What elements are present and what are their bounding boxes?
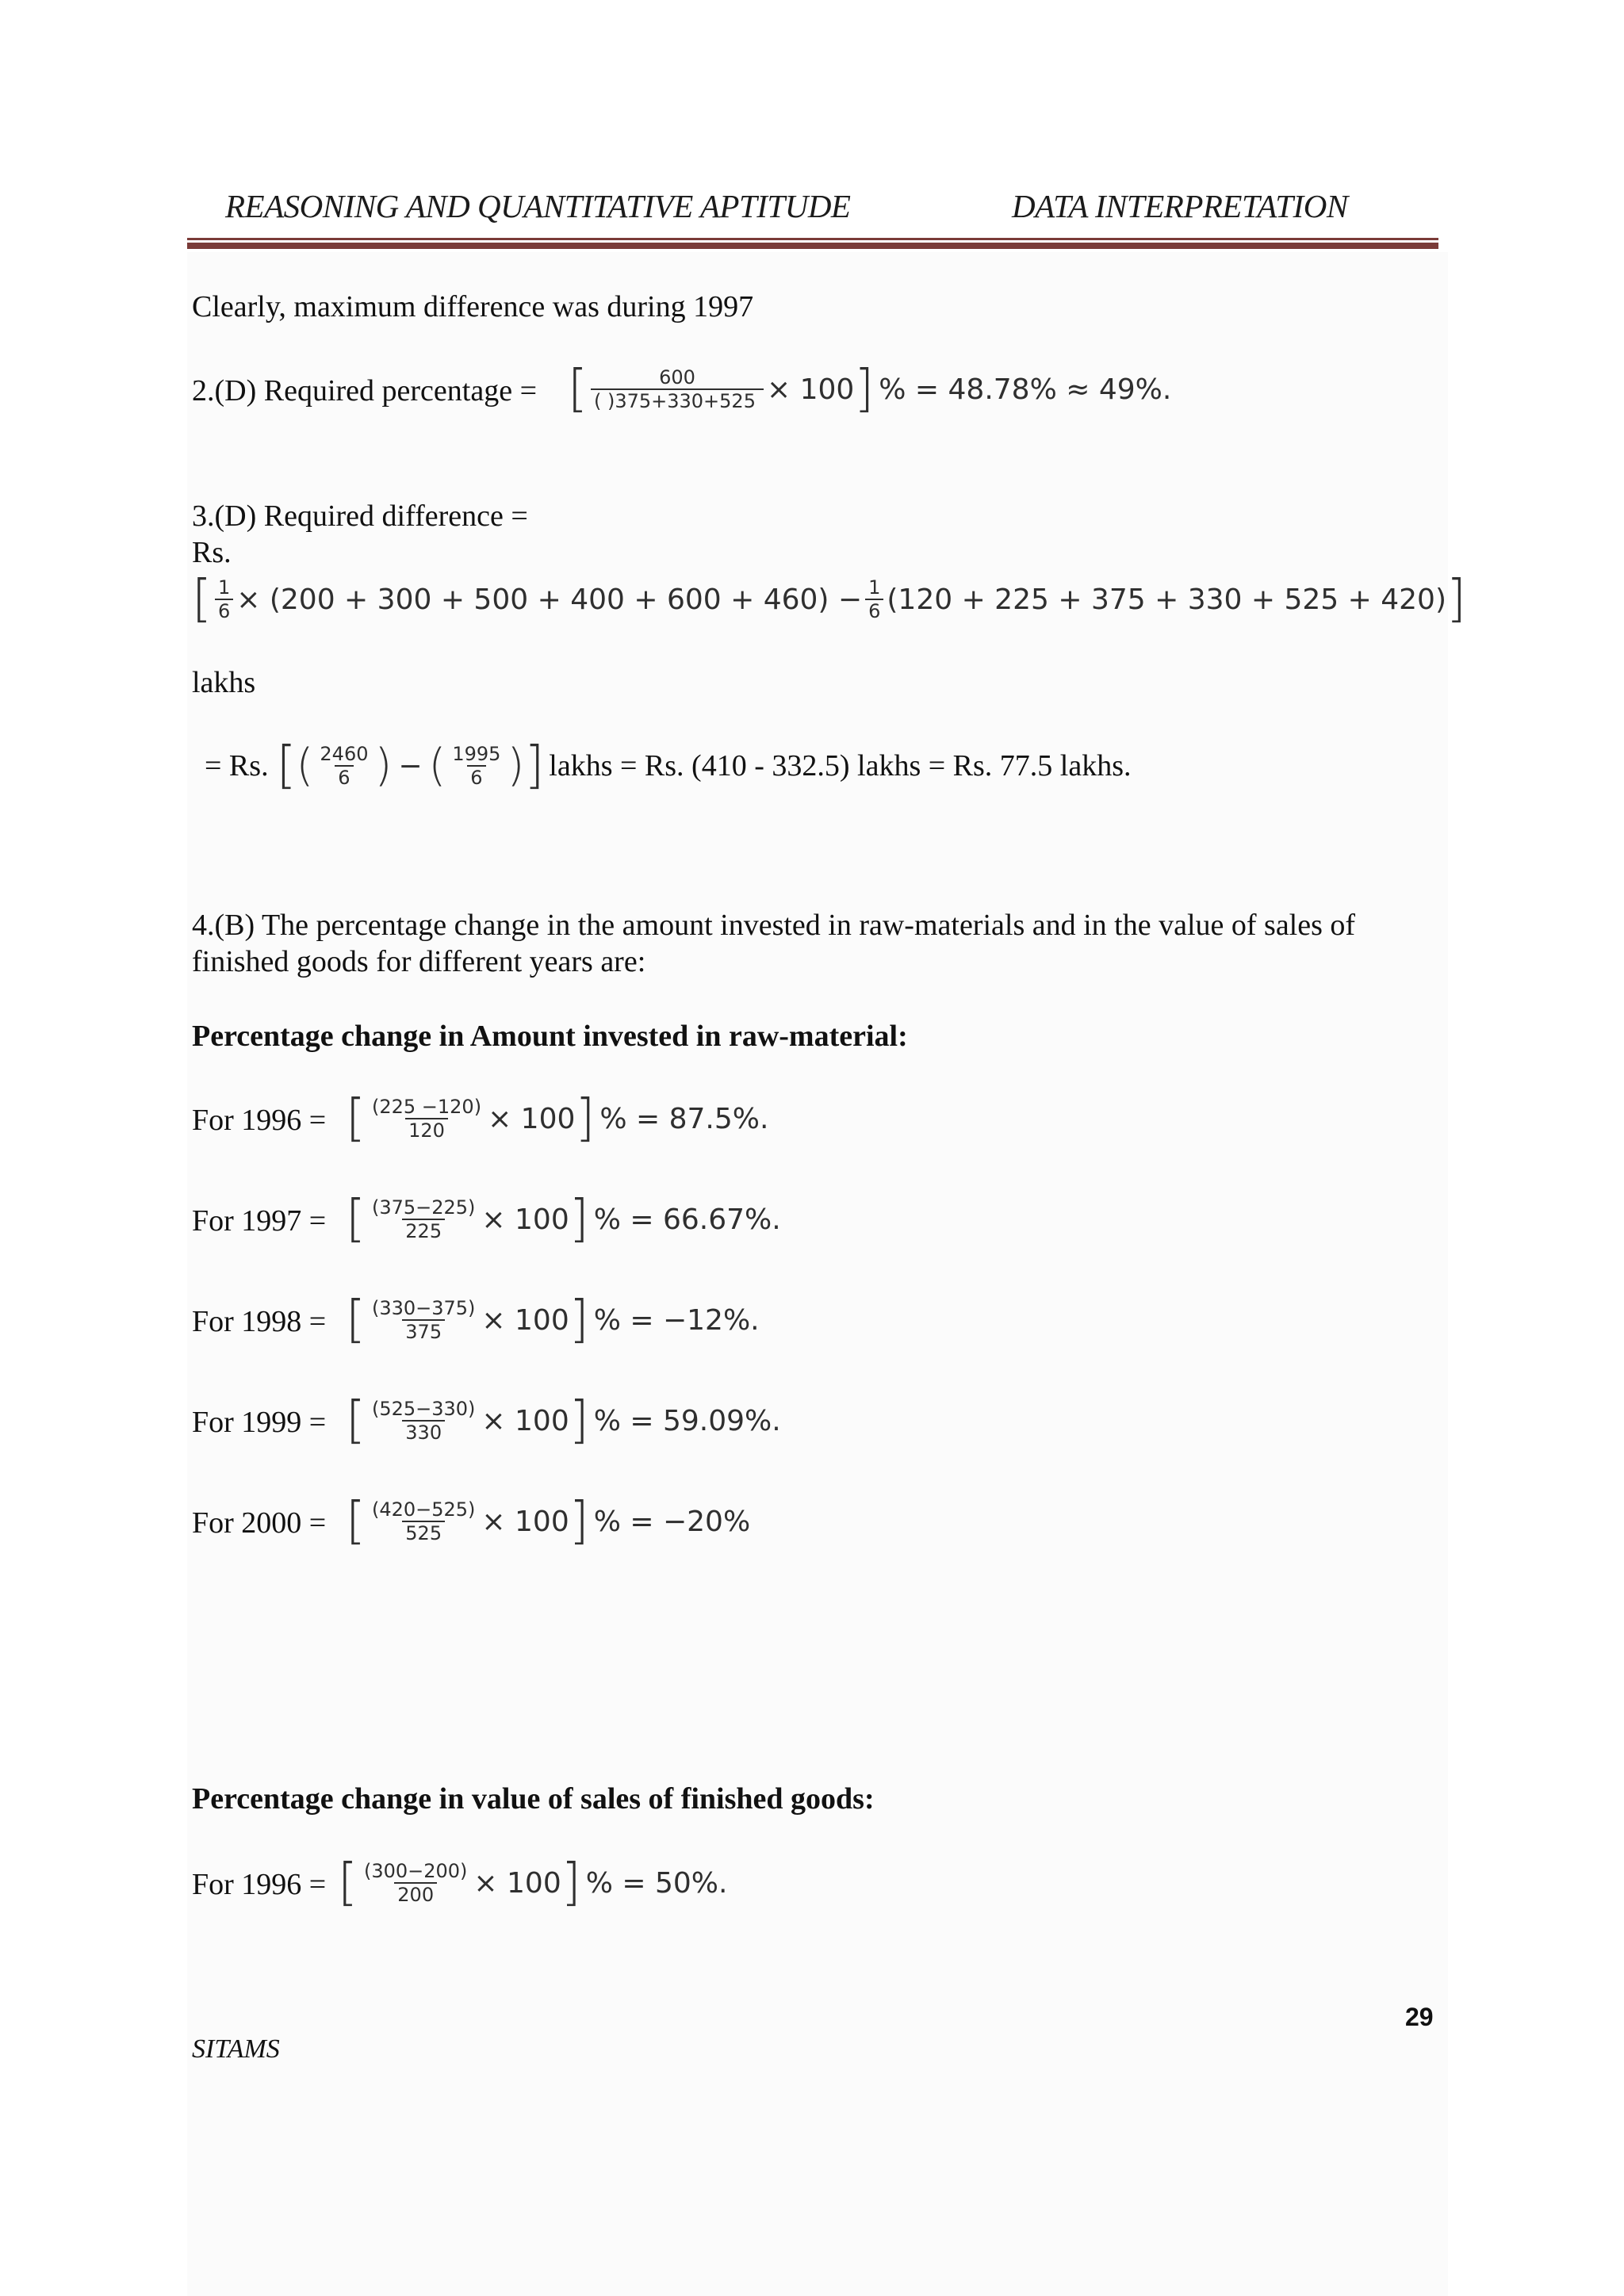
- raw-row-equation: [ $\frac{(225 -120)}{120}$ × 100 ] % = 87.5%.: [346, 1089, 769, 1148]
- raw-row-label: For 1999 =: [192, 1406, 327, 1439]
- fraction: $\frac{600}{( )375+330+525}$: [591, 366, 764, 412]
- q3-equation-line2: = Rs. [ ( $\frac{2460}{6}$ ) − ( $\frac{1995}{6}$ ) ] lakhs = Rs. (410 - 332.5) lakhs = Rs. 77.5 lakhs.: [205, 737, 1132, 795]
- q3-equation: [ $\frac{1}{6}$ × (200 + 300 + 500 + 400 + 600 + 460) − $\frac{1}{6}$ (120 + 225 + 375 + 330 + 525 + 420) ]: [192, 570, 1466, 629]
- header-left: REASONING AND QUANTITATIVE APTITUDE: [225, 188, 851, 224]
- bracket-close: ]: [854, 360, 875, 419]
- q3-label: 3.(D) Required difference =: [192, 499, 528, 533]
- raw-row-label: For 1997 =: [192, 1204, 327, 1238]
- raw-row-label: For 1998 =: [192, 1305, 327, 1338]
- bracket-open: [: [568, 360, 588, 419]
- raw-row-equation: [ $\frac{(330-375)}{375}$ × 100 ] % = −12%.: [346, 1291, 760, 1349]
- raw-row-equation: [ $\frac{(525-330)}{330}$ × 100 ] % = 59.09%.: [346, 1391, 781, 1450]
- header-rule-thick: [187, 243, 1438, 249]
- heading-sales: Percentage change in value of sales of finished goods:: [192, 1782, 875, 1816]
- q3-rs: Rs.: [192, 536, 232, 569]
- q2-label: 2.(D) Required percentage =: [192, 374, 538, 408]
- sales-row-equation: [ $\frac{(300-200)}{200}$ × 100 ] % = 50%.: [338, 1854, 728, 1912]
- content-shading: [187, 252, 1448, 2296]
- paragraph: Clearly, maximum difference was during 1997: [192, 290, 754, 323]
- sales-row-label: For 1996 =: [192, 1868, 327, 1901]
- q2-equation: [ $\frac{600}{( )375+330+525}$ × 100 ] % = 48.78% ≈ 49%.: [568, 360, 1172, 419]
- q4-intro-line2: finished goods for different years are:: [192, 945, 646, 978]
- raw-row-label: For 2000 =: [192, 1506, 327, 1540]
- raw-row-label: For 1996 =: [192, 1104, 327, 1137]
- footer-text: SITAMS: [192, 2034, 280, 2064]
- q4-intro-line1: 4.(B) The percentage change in the amount invested in raw-materials and in the value of sales of: [192, 909, 1356, 942]
- raw-row-equation: [ $\frac{(375-225)}{225}$ × 100 ] % = 66.67%.: [346, 1190, 781, 1249]
- header-right: DATA INTERPRETATION: [1012, 188, 1348, 224]
- raw-row-equation: [ $\frac{(420-525)}{525}$ × 100 ] % = −20%: [346, 1492, 751, 1551]
- q3-lakhs: lakhs: [192, 666, 256, 699]
- page-number: 29: [1405, 2003, 1434, 2031]
- header-rule: [187, 238, 1438, 240]
- heading-raw-material: Percentage change in Amount invested in raw-material:: [192, 1020, 908, 1053]
